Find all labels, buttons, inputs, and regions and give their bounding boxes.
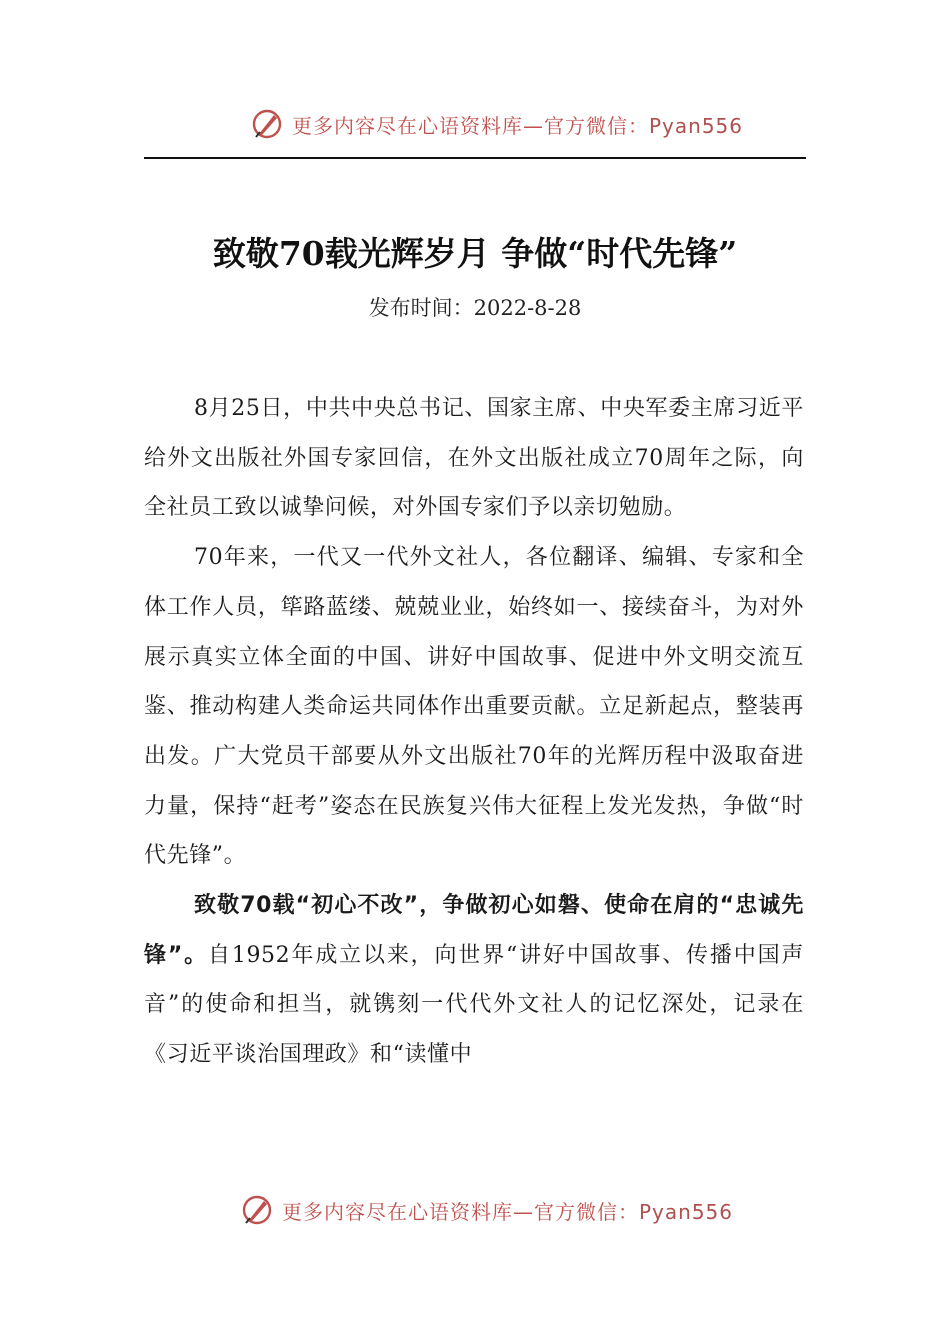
quill-pen-logo-icon	[250, 107, 284, 141]
publish-date: 发布时间：2022-8-28	[368, 296, 582, 320]
header-banner-text: 更多内容尽在心语资料库—官方微信：Pyan556	[292, 113, 744, 138]
article-body	[144, 384, 804, 1080]
article-paragraph-2: 70年来，一代又一代外文社人，各位翻译、编辑、专家和全体工作人员，筚路蓝缕、兢兢业业，始终如一、接续奋斗，为对外展示真实立体全面的中国、讲好中国故事、促进中外文明交流互鉴、推动构建人类命运共同体作出重要贡献。立足新起点，整装再出发。广大党员干部要从外文出版社70年的光辉历程中汲取奋进力量，保持“赶考”姿态在民族复兴伟大征程上发光发热，争做“时代先锋”。	[144, 545, 804, 869]
footer-banner	[240, 1190, 733, 1230]
article-paragraph-1: 8月25日，中共中央总书记、国家主席、中央军委主席习近平给外文出版社外国专家回信，在外文出版社成立70周年之际，向全社员工致以诚挚问候，对外国专家们予以亲切勉励。	[144, 396, 804, 521]
article-title: 致敬70载光辉岁月 争做“时代先锋”	[212, 234, 738, 273]
header-wechat-id: Pyan556	[649, 113, 744, 138]
paragraph-3-text: 自1952年成立以来，向世界“讲好中国故事、传播中国声音”的使命和担当，就镌刻一代代外文社人的记忆深处，记录在《习近平谈治国理政》和“读懂中	[144, 942, 805, 1068]
footer-wechat-id: Pyan556	[639, 1199, 734, 1224]
quill-pen-logo-icon	[240, 1193, 274, 1227]
paragraph-lead-heading: 致敬70载“初心不改”，争做初心如磐、使命在肩的“忠诚先锋”。	[144, 893, 804, 968]
article-paragraph-3	[144, 881, 804, 1080]
footer-banner-text: 更多内容尽在心语资料库—官方微信：Pyan556	[282, 1199, 734, 1224]
header-banner	[250, 104, 743, 144]
header-divider	[144, 157, 806, 159]
